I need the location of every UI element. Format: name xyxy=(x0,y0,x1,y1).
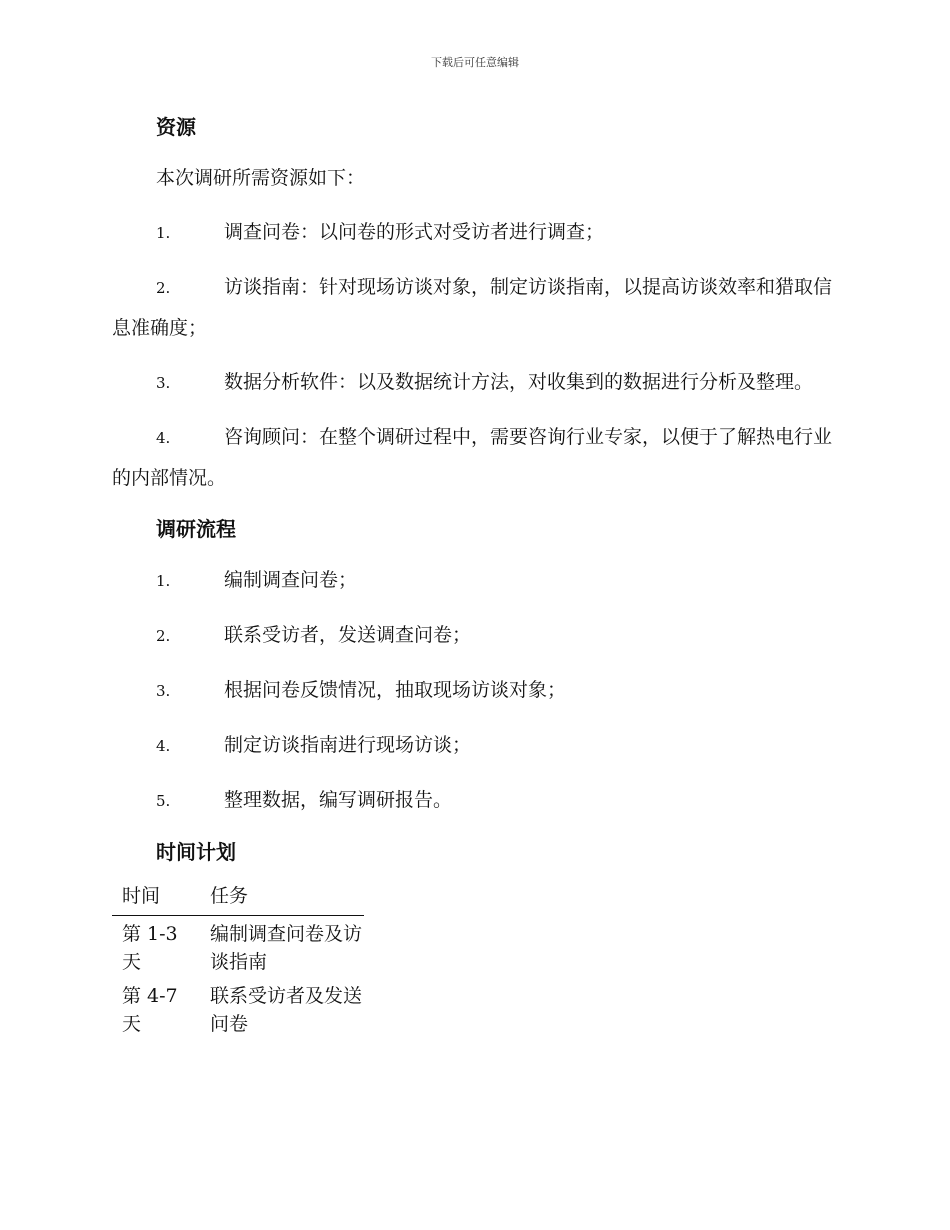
table-row xyxy=(112,916,364,979)
list-item-text: 根据问卷反馈情况，抽取现场访谈对象； xyxy=(224,679,567,701)
list-item-text: 联系受访者，发送调查问卷； xyxy=(224,624,472,646)
list-item-text: 访谈指南：针对现场访谈对象，制定访谈指南，以提高访谈效率和猎取信息准确度； xyxy=(112,276,833,339)
table-cell-task: 联系受访者及发送问卷 xyxy=(210,985,363,1035)
column-header-time: 时间 xyxy=(112,879,200,916)
table-cell-time: 第 4-7 天 xyxy=(122,985,178,1035)
column-header-task: 任务 xyxy=(200,879,364,916)
list-item-text: 数据分析软件：以及数据统计方法，对收集到的数据进行分析及整理。 xyxy=(224,371,814,393)
list-item-number: 3. xyxy=(156,682,171,700)
list-item xyxy=(112,362,834,403)
list-item-text: 制定访谈指南进行现场访谈； xyxy=(224,734,472,756)
section-title-process: 调研流程 xyxy=(156,517,236,541)
table-cell-time: 第 1-3 天 xyxy=(122,923,178,973)
list-item xyxy=(112,725,834,766)
list-item-number: 2. xyxy=(156,627,171,645)
list-item-number: 5. xyxy=(156,792,171,810)
table-row xyxy=(112,978,364,1040)
list-item xyxy=(112,212,834,253)
list-item xyxy=(112,780,834,821)
table-header-row xyxy=(112,879,364,916)
list-item-number: 4. xyxy=(156,737,171,755)
schedule-table xyxy=(112,879,364,1040)
list-item xyxy=(112,267,834,348)
list-item-number: 1. xyxy=(156,572,171,590)
list-item-text: 咨询顾问：在整个调研过程中，需要咨询行业专家，以便于了解热电行业的内部情况。 xyxy=(112,426,833,489)
section-title-resources: 资源 xyxy=(156,115,196,139)
list-item-text: 整理数据，编写调研报告。 xyxy=(224,789,453,811)
header-note: 下载后可任意编辑 xyxy=(431,56,519,69)
table-cell-task: 编制调查问卷及访谈指南 xyxy=(210,923,363,973)
list-item-text: 编制调查问卷； xyxy=(224,569,358,591)
list-item-number: 3. xyxy=(156,374,171,392)
list-item xyxy=(112,560,834,601)
list-item xyxy=(112,670,834,711)
list-item xyxy=(112,417,834,498)
section-title-schedule: 时间计划 xyxy=(156,840,236,864)
list-item-number: 1. xyxy=(156,224,171,242)
list-item xyxy=(112,615,834,656)
list-item-number: 4. xyxy=(156,429,171,447)
list-item-number: 2. xyxy=(156,279,171,297)
document-body xyxy=(112,110,834,1040)
resources-intro: 本次调研所需资源如下： xyxy=(156,167,366,189)
list-item-text: 调查问卷：以问卷的形式对受访者进行调查； xyxy=(224,221,605,243)
